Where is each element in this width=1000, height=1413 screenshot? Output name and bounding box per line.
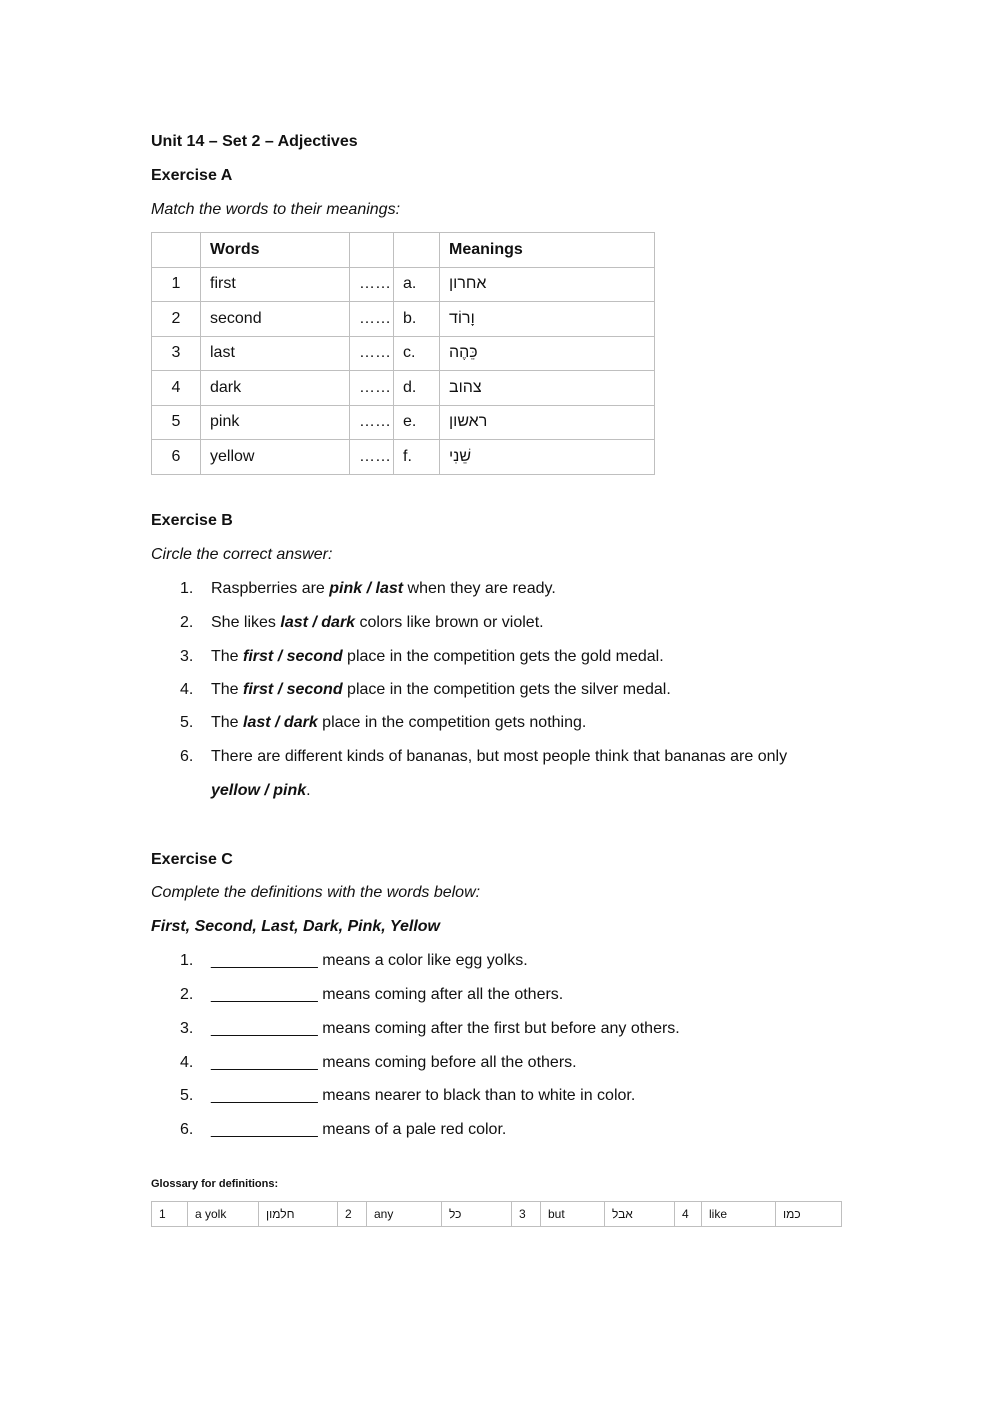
item-pre: The bbox=[211, 648, 244, 665]
row-meaning-text: וָרוֹד bbox=[449, 309, 475, 327]
row-num: 3 bbox=[152, 336, 201, 371]
item-number: 5. bbox=[180, 714, 194, 731]
item-pre: She likes bbox=[211, 614, 281, 631]
row-word: last bbox=[201, 336, 350, 371]
item-number: 3. bbox=[180, 1020, 194, 1037]
row-blank[interactable]: …… bbox=[350, 405, 394, 440]
answer-blank[interactable]: ____________ bbox=[211, 986, 318, 1003]
item-text bbox=[211, 580, 556, 598]
answer-blank[interactable]: ____________ bbox=[211, 1020, 318, 1037]
answer-blank[interactable]: ____________ bbox=[211, 1121, 318, 1138]
exercise-a-heading: Exercise A bbox=[151, 167, 233, 184]
row-meaning bbox=[440, 440, 655, 475]
header-blank bbox=[350, 233, 394, 268]
row-num: 1 bbox=[152, 267, 201, 302]
item-text bbox=[211, 681, 671, 699]
item-number: 4. bbox=[180, 681, 194, 698]
header-num bbox=[152, 233, 201, 268]
row-letter: e. bbox=[394, 405, 440, 440]
definition-text: means of a pale red color. bbox=[317, 1121, 507, 1138]
row-meaning-text: אחרון bbox=[449, 275, 487, 293]
glossary-english: but bbox=[541, 1202, 605, 1227]
item-number: 1. bbox=[180, 580, 194, 597]
glossary-hebrew-text: אבל bbox=[612, 1207, 633, 1221]
glossary-hebrew bbox=[442, 1202, 512, 1227]
item-text bbox=[211, 1020, 680, 1038]
item-number: 5. bbox=[180, 1087, 194, 1104]
item-text bbox=[211, 1054, 577, 1072]
row-meaning bbox=[440, 302, 655, 337]
item-post: place in the competition gets the silver medal. bbox=[342, 681, 671, 698]
glossary-hebrew-text: חלמון bbox=[266, 1207, 295, 1221]
page-title: Unit 14 – Set 2 – Adjectives bbox=[151, 133, 358, 150]
item-number: 1. bbox=[180, 952, 194, 969]
item-number: 2. bbox=[180, 986, 194, 1003]
row-num: 6 bbox=[152, 440, 201, 475]
table-row bbox=[152, 371, 655, 406]
row-letter: f. bbox=[394, 440, 440, 475]
glossary-hebrew bbox=[259, 1202, 338, 1227]
row-word: second bbox=[201, 302, 350, 337]
exercise-b-heading: Exercise B bbox=[151, 512, 233, 529]
item-pre: Raspberries are bbox=[211, 580, 330, 597]
answer-options[interactable]: pink / last bbox=[329, 580, 404, 597]
glossary-hebrew bbox=[776, 1202, 842, 1227]
glossary-hebrew bbox=[605, 1202, 675, 1227]
row-word: first bbox=[201, 267, 350, 302]
row-meaning-text: ראשון bbox=[449, 413, 488, 431]
definition-text: means a color like egg yolks. bbox=[317, 952, 528, 969]
answer-blank[interactable]: ____________ bbox=[211, 952, 318, 969]
row-meaning-text: שֵׁנִי bbox=[449, 447, 472, 465]
item-post: place in the competition gets the gold medal. bbox=[342, 648, 664, 665]
row-num: 2 bbox=[152, 302, 201, 337]
glossary-num: 1 bbox=[152, 1202, 188, 1227]
table-row bbox=[152, 336, 655, 371]
glossary-row bbox=[152, 1202, 842, 1227]
exercise-c-heading: Exercise C bbox=[151, 851, 233, 868]
table-header-row bbox=[152, 233, 655, 268]
row-meaning bbox=[440, 336, 655, 371]
item-text: There are different kinds of bananas, but most people think that bananas are only bbox=[211, 748, 788, 765]
row-blank[interactable]: …… bbox=[350, 336, 394, 371]
glossary-num: 3 bbox=[512, 1202, 541, 1227]
row-meaning bbox=[440, 405, 655, 440]
row-blank[interactable]: …… bbox=[350, 440, 394, 475]
item-text bbox=[211, 648, 664, 666]
row-word: dark bbox=[201, 371, 350, 406]
definition-text: means nearer to black than to white in color. bbox=[317, 1087, 636, 1104]
definition-text: means coming after the first but before any others. bbox=[317, 1020, 680, 1037]
row-letter: d. bbox=[394, 371, 440, 406]
item-text bbox=[211, 614, 544, 632]
definition-text: means coming before all the others. bbox=[317, 1054, 577, 1071]
row-blank[interactable]: …… bbox=[350, 267, 394, 302]
item-number: 3. bbox=[180, 648, 194, 665]
item-pre: The bbox=[211, 681, 244, 698]
item-text bbox=[211, 782, 311, 800]
row-letter: b. bbox=[394, 302, 440, 337]
row-meaning-text: כֵּהֶה bbox=[449, 344, 478, 362]
answer-options[interactable]: yellow / pink bbox=[211, 782, 307, 799]
item-post: place in the competition gets nothing. bbox=[317, 714, 587, 731]
glossary-english: like bbox=[702, 1202, 776, 1227]
exercise-a-instruction: Match the words to their meanings: bbox=[151, 201, 401, 218]
item-text bbox=[211, 714, 586, 732]
glossary-num: 2 bbox=[338, 1202, 367, 1227]
table-row bbox=[152, 405, 655, 440]
row-word: pink bbox=[201, 405, 350, 440]
answer-blank[interactable]: ____________ bbox=[211, 1054, 318, 1071]
glossary-title: Glossary for definitions: bbox=[151, 1178, 279, 1190]
row-letter: c. bbox=[394, 336, 440, 371]
table-row bbox=[152, 302, 655, 337]
header-meanings: Meanings bbox=[440, 233, 655, 268]
answer-options[interactable]: last / dark bbox=[243, 714, 318, 731]
item-post: . bbox=[306, 782, 311, 799]
glossary-hebrew-text: כל bbox=[449, 1207, 462, 1221]
exercise-b-instruction: Circle the correct answer: bbox=[151, 546, 333, 563]
item-text bbox=[211, 1087, 635, 1105]
header-letter bbox=[394, 233, 440, 268]
glossary-num: 4 bbox=[675, 1202, 702, 1227]
item-text bbox=[211, 1121, 506, 1139]
row-num: 4 bbox=[152, 371, 201, 406]
row-letter: a. bbox=[394, 267, 440, 302]
row-word: yellow bbox=[201, 440, 350, 475]
row-num: 5 bbox=[152, 405, 201, 440]
item-text bbox=[211, 952, 528, 970]
row-blank[interactable]: …… bbox=[350, 302, 394, 337]
exercise-c-instruction: Complete the definitions with the words below: bbox=[151, 884, 481, 901]
item-text bbox=[211, 986, 563, 1004]
glossary-table bbox=[151, 1201, 842, 1227]
item-pre: The bbox=[211, 714, 244, 731]
item-number: 4. bbox=[180, 1054, 194, 1071]
row-blank[interactable]: …… bbox=[350, 371, 394, 406]
header-words: Words bbox=[201, 233, 350, 268]
answer-options[interactable]: first / second bbox=[243, 648, 343, 665]
item-number: 6. bbox=[180, 748, 194, 765]
word-bank: First, Second, Last, Dark, Pink, Yellow bbox=[151, 918, 440, 935]
table-row bbox=[152, 440, 655, 475]
item-post: when they are ready. bbox=[403, 580, 556, 597]
glossary-english: any bbox=[367, 1202, 442, 1227]
item-number: 2. bbox=[180, 614, 194, 631]
answer-options[interactable]: last / dark bbox=[280, 614, 356, 631]
definition-text: means coming after all the others. bbox=[317, 986, 564, 1003]
table-row bbox=[152, 267, 655, 302]
glossary-english: a yolk bbox=[188, 1202, 259, 1227]
item-number: 6. bbox=[180, 1121, 194, 1138]
answer-options[interactable]: first / second bbox=[243, 681, 343, 698]
row-meaning-text: צהוב bbox=[449, 378, 482, 396]
matching-table bbox=[151, 232, 655, 475]
item-post: colors like brown or violet. bbox=[355, 614, 544, 631]
row-meaning bbox=[440, 371, 655, 406]
glossary-hebrew-text: כמו bbox=[783, 1207, 801, 1221]
row-meaning bbox=[440, 267, 655, 302]
answer-blank[interactable]: ____________ bbox=[211, 1087, 318, 1104]
